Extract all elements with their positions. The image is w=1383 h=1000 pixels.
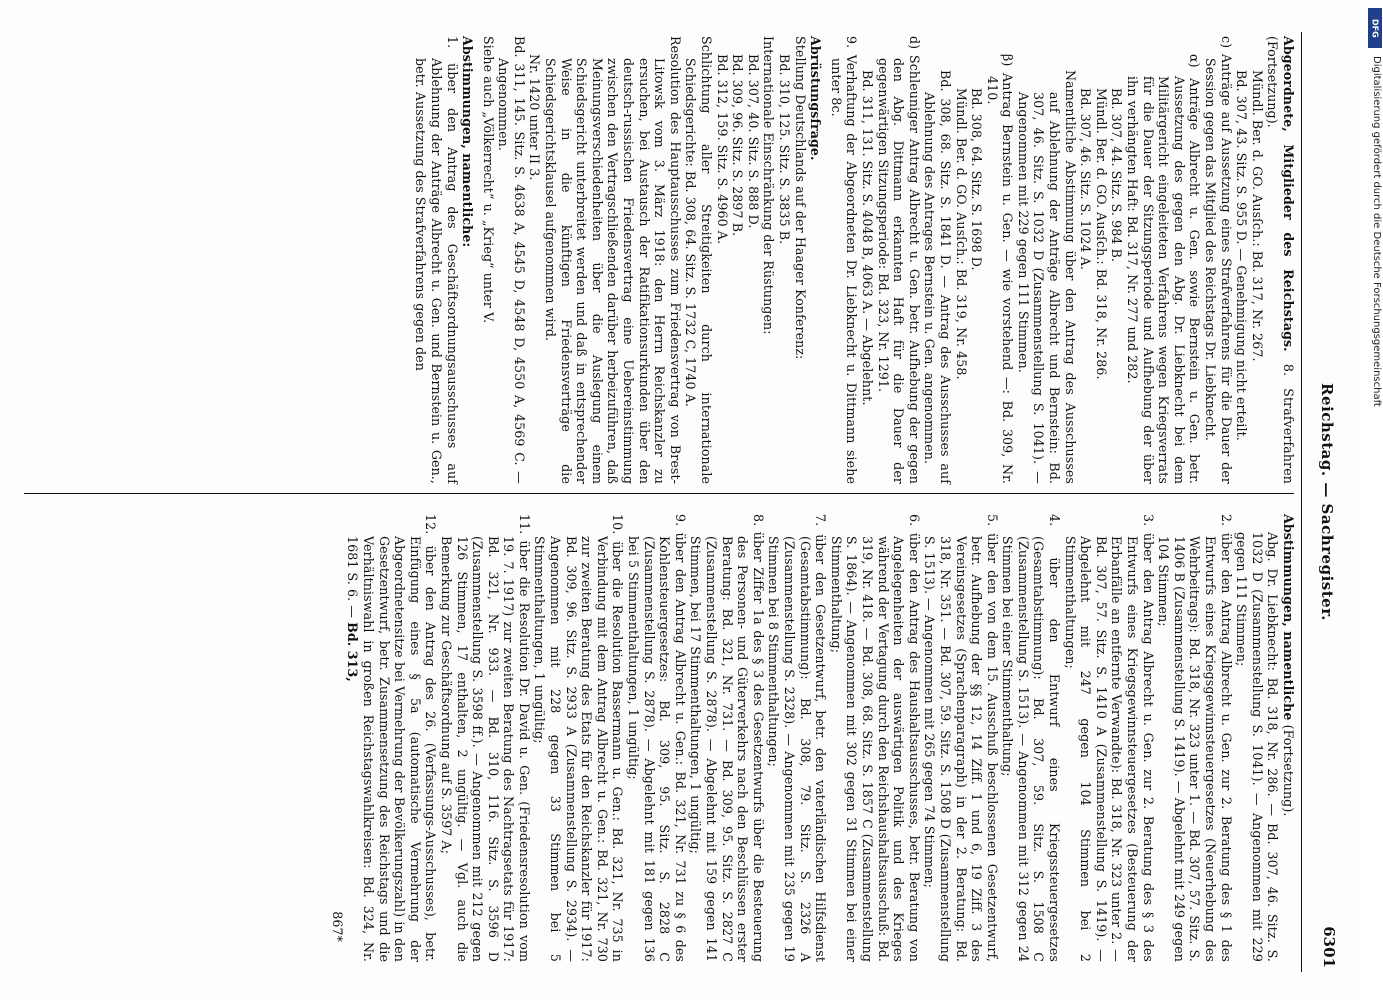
right-column xyxy=(329,514,1296,962)
left-column-paragraph: α) Anträge Albrecht u. Gen. sowie Bernstein u. Gen. betr. Aussetzung des gegen den Abg. Dr. Liebknecht bei dem Militärgericht eingeleiteten Verfahrens wegen Kriegsverrats für die Dauer der Sitzungsperiode und Aufhebung der über ihn verhängten Haft: Bd. 317, Nr. 277 und 282. xyxy=(1125,54,1203,484)
left-column-paragraph: d) Schleuniger Antrag Albrecht u. Gen. betr. Aufhebung der gegen den Abg. Dittmann erkannten Haft für die Dauer der gegenwärtigen Sitzungsperiode: Bd. 323, Nr. 1291. xyxy=(875,36,922,484)
running-title: Reichstag. — Sachregister. xyxy=(1318,383,1336,621)
left-column-paragraph: 9. Verhaftung der Abgeordneten Dr. Liebknecht u. Dittmann siehe unter 8c. xyxy=(828,36,860,484)
left-column-paragraph: Mündl. Ber. d. GO. Ausſch.: Bd. 318, Nr. 286. xyxy=(1093,88,1109,380)
left-column-paragraph: Bd. 307, 40. Sitz. S. 888 D. xyxy=(745,54,761,229)
left-column-paragraph: c) Anträge auf Aussetzung eines Strafverfahrens für die Dauer der Session gegen das Mitglied des Reichstags Dr. Liebknecht. xyxy=(1203,36,1234,484)
right-column-paragraph: Abstimmungen, namentliche (Fortsetzung). xyxy=(1281,514,1296,817)
left-column-paragraph: Bd. 312, 159. Sitz. S. 4960 A. xyxy=(714,54,730,245)
left-column-paragraph: Bd. 308, 68. Sitz. S. 1841 D. — Antrag des Ausschusses auf Ablehnung des Antrages Bernstein u. Gen. angenommen. xyxy=(922,70,953,484)
page-number: 6301 xyxy=(1320,926,1338,968)
left-column xyxy=(413,36,1296,484)
right-column-paragraph: 10. über die Resolution Bassermann u. Gen.: Bd. 321, Nr. 735 in Verbindung mit dem Antrag Albrecht u. Gen.: Bd. 321, Nr. 730 zur zweiten Beratung des Etats für den Reichskanzler für 1917: Bd. 309, 96. Sitz. S. 2933 A (Zusammenstellung S. 2934). — Angenommen mit 228 gegen 33 Stimmen bei 5 Stimmenthaltungen, 1 ungültig; xyxy=(532,514,626,962)
left-column-paragraph: Bd. 311, 131. Sitz. S. 4048 B, 4063 A. — Abgelehnt. xyxy=(859,70,875,406)
left-column-paragraph: β) Antrag Bernstein u. Gen. — wie vorstehend —: Bd. 309, Nr. 410. xyxy=(984,54,1016,484)
left-column-paragraph: Namentliche Abstimmung über den Antrag des Ausschusses auf Ablehnung der Anträge Albrecht und Bernstein: Bd. 307, 46. Sitz. S. 1032 D (Zusammenstellung S. 1041). — Angenommen mit 229 gegen 111 Stimmen. xyxy=(1015,70,1078,484)
left-column-paragraph: Abstimmungen, namentliche: xyxy=(460,36,476,248)
left-column-paragraph: 1. über den Antrag des Geschäftsordnungsausschusses auf Ablehnung der Anträge Albrecht u. Gen. und Bernstein u. Gen., betr. Aussetzung des Strafverfahrens gegen den xyxy=(413,36,460,484)
left-column-paragraph: Bd. 309, 96. Sitz. S. 2897 B. xyxy=(730,54,746,237)
right-column-paragraph: Abg. Dr. Liebknecht: Bd. 318, Nr. 286. — Bd. 307, 46. Sitz. S. 1032 D (Zusammenstellung S. 1041). — Angenommen mit 229 gegen 111 Stimmen; xyxy=(1234,532,1281,962)
left-column-paragraph: Mündl. Ber. d. GO. Ausſch.: Bd. 319, Nr. 458. xyxy=(953,88,969,380)
right-column-paragraph: 867* xyxy=(329,911,345,942)
right-column-paragraph: 4. über den Entwurf eines Kriegssteuergesetzes (Gesamtabstimmung): Bd. 307, 59. Sitz. S. 1508 C (Zusammenstellung S. 1513). — Angenommen mit 312 gegen 24 Stimmen bei einer Stimmenthaltung; xyxy=(1000,514,1063,962)
column-divider xyxy=(24,493,1294,494)
page-header xyxy=(1301,32,1340,972)
left-column-paragraph: Stellung Deutschlands auf der Haager Konferenz: xyxy=(792,36,808,360)
right-column-paragraph: 8. über Ziffer 1a des § 3 des Gesetzentwurfs über die Besteuerung des Personen- und Güterverkehrs nach den Beschlüssen erster Beratung: Bd. 321, Nr. 731. — Bd. 309, 95. Sitz. S. 2827 C (Zusammenstellung S. 2878). — Abgelehnt mit 159 gegen 141 Stimmen, bei 17 Stimmenthaltungen, 1 ungültig; xyxy=(688,514,766,962)
left-column-paragraph: Bd. 308, 64. Sitz. S. 1698 D. xyxy=(969,88,985,271)
left-column-paragraph: Siehe auch „Völkerrecht“ u. „Krieg“ unter V. xyxy=(480,36,496,324)
right-column-paragraph: 12. über den Antrag des 26. (Verfassungs-Ausschusses), betr. Einfügung eines § 5a (automatische Vermehrung der Abgeordnetensitze bei Vermehrung der Bevölkerungszahl) in den Gesetzentwurf, betr. Zusammensetzung des Reichstags und die Verhältniswahl in großen Reichstagswahlkreisen: Bd. 324, Nr. 1681 S. 6. — Bd. 313, xyxy=(345,514,439,962)
left-column-paragraph: Mündl. Ber. d. GO. Ausſch.: Bd. 317, Nr. 267. xyxy=(1249,70,1265,362)
right-column-paragraph: 3. über den Antrag Albrecht u. Gen. zur 2. Beratung des § 3 des Entwurfs eines Kriegsgewinnsteuergesetzes (Besteuerung der Erbanfälle an entfernte Verwandte): Bd. 318, Nr. 323 unter 2. — Bd. 307, 57. Sitz. S. 1410 A (Zusammenstellung S. 1419). — Abgelehnt mit 247 gegen 104 Stimmen bei 2 Stimmenthaltungen; xyxy=(1062,514,1156,962)
left-column-paragraph: Bd. 307, 43. Sitz. S. 955 D. — Genehmigung nicht erteilt. xyxy=(1234,70,1250,441)
dfg-logo: DFG xyxy=(1368,8,1382,48)
left-column-paragraph: Resolution des Hauptausschusses zum Friedensvertrag von Brest-Litowsk vom 3. März 1918: den Herrn Reichskanzler zu ersuchen, bei Austausch der Ratifikationsurkunden über den deutsch-russischen Friedensvertrag eine Uebereinstimmung zwischen den Vertragschließenden darüber herbeizuführen, daß Meinungsverschiedenheiten über die Auslegung einem Schiedsgericht unterbreitet werden und daß in entsprechender Weise in die künftigen Friedensverträge die Schiedsgerichtsklausel aufgenommen wird. xyxy=(543,36,683,484)
left-column-paragraph: Internationale Einschränkung der Rüstungen: xyxy=(761,36,777,335)
right-column-paragraph: 11. über die Resolution Dr. David u. Gen. (Friedensresolution vom 19. 7. 1917) zur zweiten Beratung des Nachtragsetats für 1917: Bd. 321, Nr. 933. — Bd. 310, 116. Sitz. S. 3596 D (Zusammenstellung S. 3598 ff.). — Angenommen mit 212 gegen 126 Stimmen, 17 enthalten, 2 ungültig. — Vgl. auch die Bemerkung zur Geschäftsordnung auf S. 3597 A; xyxy=(438,514,532,962)
right-column-paragraph: 9. über den Antrag Albrecht u. Gen.: Bd. 321, Nr. 731 zu § 6 des Kohlensteuergesetzes: Bd. 309, 95. Sitz. S. 2828 C (Zusammenstellung S. 2878). — Abgelehnt mit 181 gegen 136 bei 5 Stimmenthaltungen, 1 ungültig; xyxy=(626,514,688,962)
left-column-paragraph: Abgeordnete, Mitglieder des Reichstags. 8. Strafverfahren (Fortsetzung). xyxy=(1265,36,1296,484)
left-column-paragraph: Schlichtung aller Streitigkeiten durch internationale Schiedsgerichte: Bd. 308, 64. Sitz. S. 1732 C, 1740 A. xyxy=(683,36,715,484)
left-column-paragraph: Bd. 311, 145. Sitz. S. 4638 A, 4545 D, 4548 D, 4550 A, 4569 C. — Angenommen. xyxy=(496,36,527,484)
right-column-paragraph: 5. über den von dem 15. Ausschuß beschlossenen Gesetzentwurf, betr. Aufhebung der §§ 12, 14 Ziff. 1 und 6, 19 Ziff. 3 des Vereinsgesetzes (Sprachenparagraph) in der 2. Beratung: Bd. 318, Nr. 351. — Bd. 307, 59. Sitz. S. 1508 D (Zusammenstellung S. 1513). — Angenommen mit 265 gegen 74 Stimmen; xyxy=(922,514,1000,962)
right-column-paragraph: 2. über den Antrag Albrecht u. Gen. zur 2. Beratung des § 1 des Entwurfs eines Kriegsgewinnsteuergesetzes (Neuerhebung des Wehrbeitrags): Bd. 318, Nr. 323 unter 1. — Bd. 307, 57. Sitz. S. 1406 B (Zusammenstellung S. 1419). — Abgelehnt mit 249 gegen 104 Stimmen; xyxy=(1156,514,1234,962)
right-column-paragraph: 6. über den Antrag des Haushaltsausschusses, betr. Beratung von Angelegenheiten der auswärtigen Politik und des Krieges während der Vertagung durch den Reichshaushaltsausschuß: Bd. 319, Nr. 418. — Bd. 308, 68. Sitz. S. 1857 C (Zusammenstellung S. 1864). — Angenommen mit 302 gegen 31 Stimmen bei einer Stimmenthaltung; xyxy=(828,514,922,962)
right-column-paragraph: 7. über den Gesetzentwurf, betr. den vaterländischen Hilfsdienst (Gesamtabstimmung): Bd. 308, 79. Sitz. S. 2326 A (Zusammenstellung S. 2328). — Angenommen mit 235 gegen 19 Stimmen bei 8 Stimmenthaltungen; xyxy=(766,514,829,962)
left-column-paragraph: Abrüstungsfrage. xyxy=(808,36,824,161)
left-column-paragraph: Nr. 1420 unter II 3. xyxy=(527,54,543,181)
left-column-paragraph: Bd. 307, 44. Sitz. S. 984 B. xyxy=(1109,88,1125,263)
digitization-credit: Digitalisierung gefördert durch die Deutsche Forschungsgemeinschaft xyxy=(1371,56,1382,407)
left-column-paragraph: Bd. 310, 125. Sitz. S. 3835 B. xyxy=(777,54,792,245)
left-column-paragraph: Bd. 307, 46. Sitz. S. 1024 A. xyxy=(1078,88,1094,270)
